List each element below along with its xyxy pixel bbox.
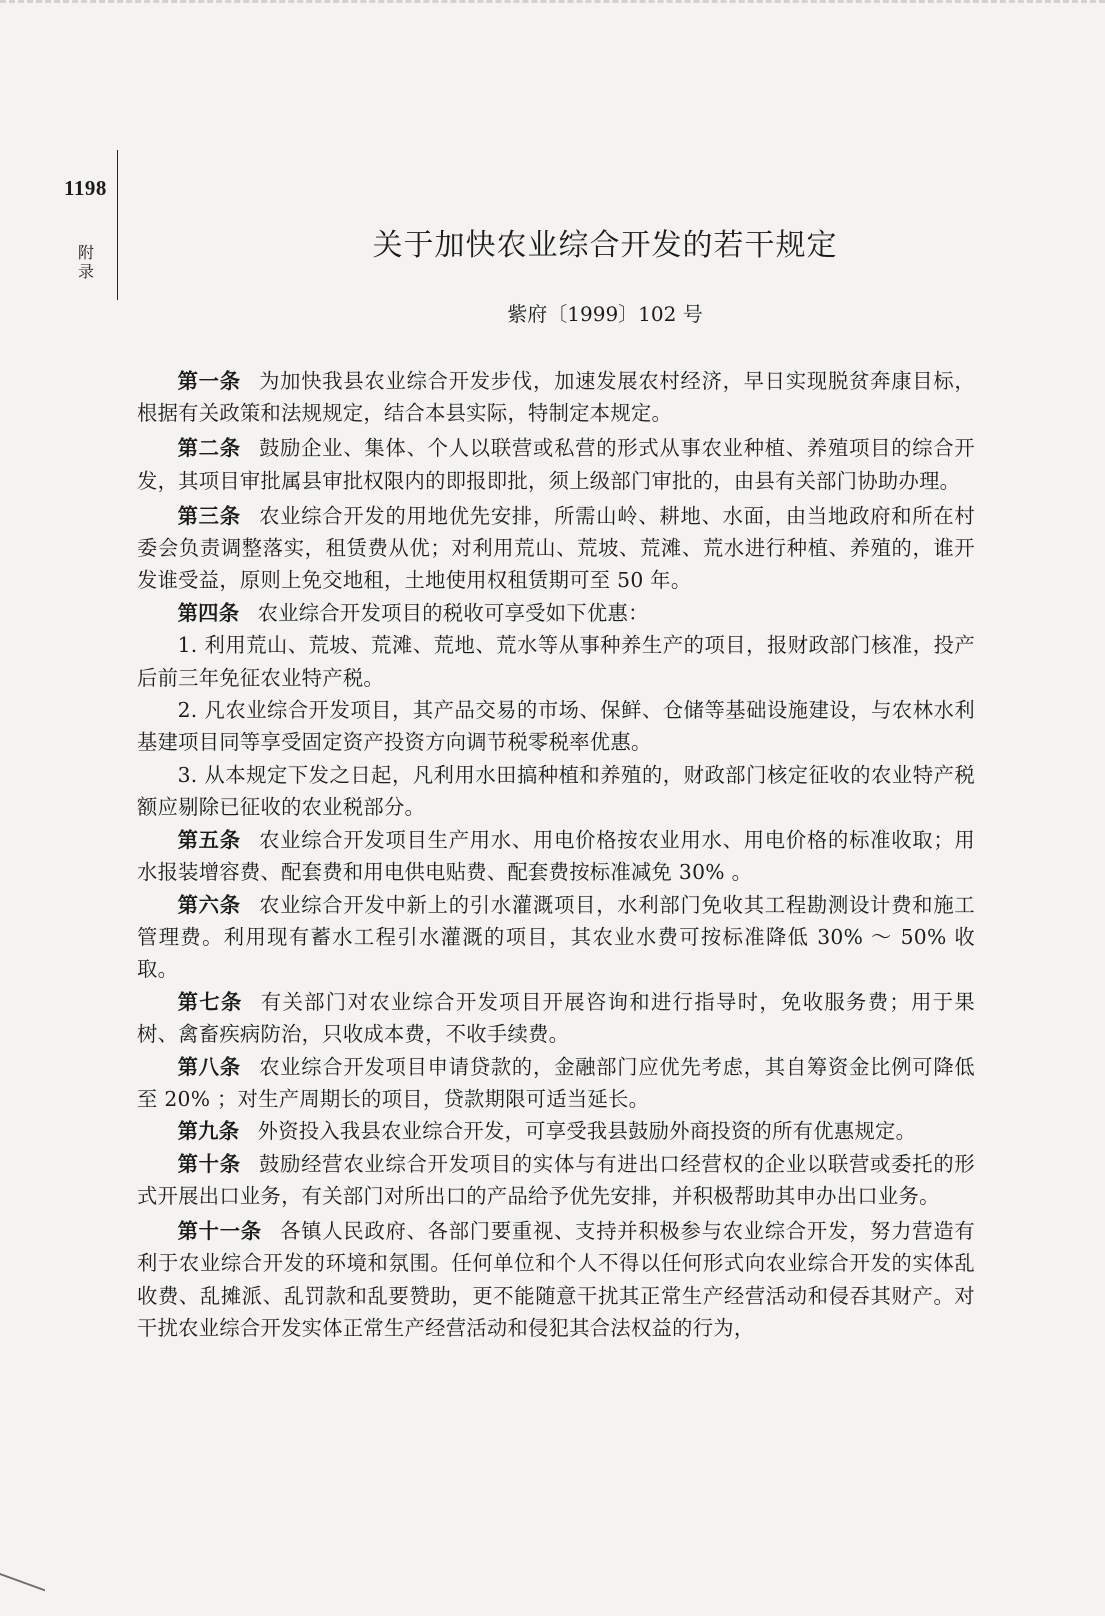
article-number: 第五条 [177, 827, 241, 852]
article-4-item-1: 1. 利用荒山、荒坡、荒滩、荒地、荒水等从事种养生产的项目，报财政部门核准，投产后前三年免征农业特产税。 [137, 633, 975, 690]
article-3 [137, 500, 975, 597]
article-4 [137, 597, 975, 629]
page-number: 1198 [64, 176, 107, 200]
article-number: 第二条 [177, 436, 241, 461]
article-number: 第九条 [177, 1119, 240, 1144]
document-number: 紫府〔1999〕102 号 [507, 302, 703, 326]
article-number: 第八条 [177, 1054, 241, 1079]
article-text: 农业综合开发项目的税收可享受如下优惠： [257, 600, 649, 625]
scan-top-edge [0, 0, 1105, 13]
article-text: 外资投入我县农业综合开发，可享受我县鼓励外商投资的所有优惠规定。 [257, 1119, 917, 1144]
article-text: 农业综合开发的用地优先安排，所需山岭、耕地、水面，由当地政府和所在村委会负责调整落实，租赁费从优；对利用荒山、荒坡、荒滩、荒水进行种植、养殖的，谁开发谁受益，原则上免交地租，土地使用权租赁期可至 50 年。 [137, 503, 975, 593]
article-2 [137, 432, 975, 497]
article-10 [137, 1148, 975, 1213]
article-number: 第七条 [177, 989, 243, 1014]
article-text: 有关部门对农业综合开发项目开展咨询和进行指导时，免收服务费；用于果树、禽畜疾病防治，只收成本费，不收手续费。 [137, 989, 976, 1047]
article-text: 农业综合开发中新上的引水灌溉项目，水利部门免收其工程勘测设计费和施工管理费。利用现有蓄水工程引水灌溉的项目，其农业水费可按标准降低 30% ～ 50% 收取。 [137, 892, 975, 982]
scan-corner-mark [0, 1573, 45, 1616]
article-9 [137, 1115, 975, 1147]
section-label: 附录 [77, 243, 94, 281]
article-number: 第一条 [177, 369, 241, 393]
document-title: 关于加快农业综合开发的若干规定 [372, 228, 838, 263]
article-6 [137, 889, 975, 986]
article-number: 第十条 [177, 1151, 241, 1176]
article-11 [137, 1215, 975, 1345]
article-4-item-2: 2. 凡农业综合开发项目，其产品交易的市场、保鲜、仓储等基础设施建设，与农林水利基建项目同等享受固定资产投资方向调节税零税率优惠。 [137, 698, 975, 755]
article-number: 第六条 [177, 892, 241, 917]
margin-rule [117, 150, 118, 300]
article-7 [137, 986, 975, 1051]
article-text: 鼓励经营农业综合开发项目的实体与有进出口经营权的企业以联营或委托的形式开展出口业务，有关部门对所出口的产品给予优先安排，并积极帮助其申办出口业务。 [137, 1151, 975, 1209]
article-number: 第十一条 [177, 1219, 262, 1244]
article-text: 农业综合开发项目生产用水、用电价格按农业用水、用电价格的标准收取；用水报装增容费、配套费和用电供电贴费、配套费按标准减免 30% 。 [137, 827, 975, 885]
article-number: 第三条 [177, 503, 241, 528]
article-1 [137, 365, 975, 430]
article-text: 农业综合开发项目申请贷款的，金融部门应优先考虑，其自筹资金比例可降低至 20% ；对生产周期长的项目，贷款期限可适当延长。 [137, 1054, 975, 1111]
article-number: 第四条 [177, 600, 240, 625]
article-text: 鼓励企业、集体、个人以联营或私营的形式从事农业种植、养殖项目的综合开发，其项目审批属县审批权限内的即报即批，须上级部门审批的，由县有关部门协助办理。 [137, 436, 975, 493]
article-4-item-3: 3. 从本规定下发之日起，凡利用水田搞种植和养殖的，财政部门核定征收的农业特产税额应剔除已征收的农业税部分。 [137, 762, 975, 820]
article-text: 为加快我县农业综合开发步伐，加速发展农村经济，早日实现脱贫奔康目标，根据有关政策和法规规定，结合本县实际，特制定本规定。 [137, 369, 975, 426]
article-text: 各镇人民政府、各部门要重视、支持并积极参与农业综合开发，努力营造有利于农业综合开发的环境和氛围。任何单位和个人不得以任何形式向农业综合开发的实体乱收费、乱摊派、乱罚款和乱要赞助，更不能随意干扰其正常生产经营活动和侵吞其财产。对干扰农业综合开发实体正常生产经营活动和侵犯其合法权益的行为， [137, 1219, 976, 1341]
document-body [137, 365, 975, 1345]
article-5 [137, 824, 975, 889]
article-8 [137, 1051, 975, 1116]
